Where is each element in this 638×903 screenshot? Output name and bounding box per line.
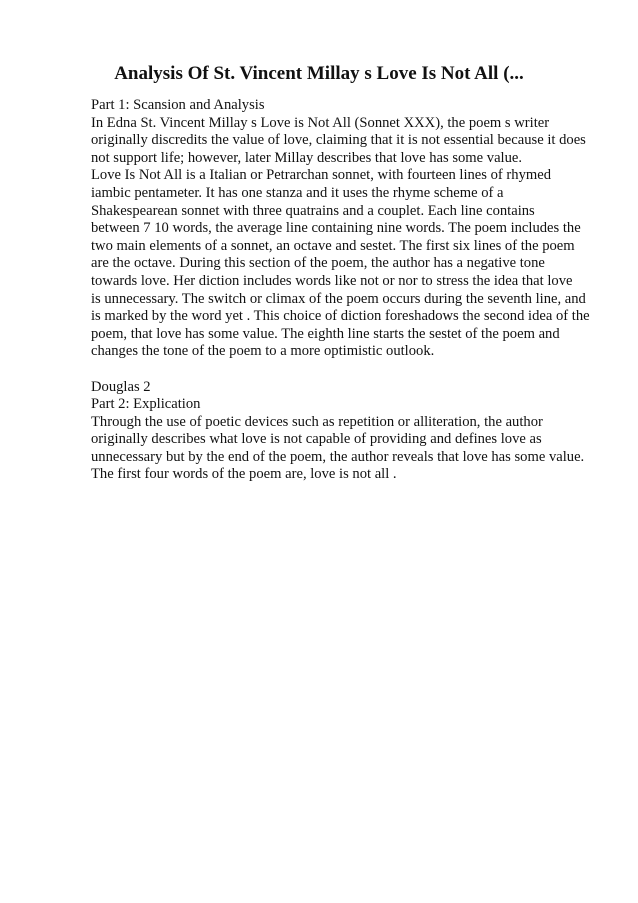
section2-heading bbox=[91, 396, 611, 414]
text-line: Shakespearean sonnet with three quatrains and a couplet. Each line contains bbox=[91, 202, 535, 219]
text-line: The first four words of the poem are, love is not all . bbox=[91, 466, 397, 483]
section1-paragraph1 bbox=[91, 115, 611, 168]
text-line: In Edna St. Vincent Millay s Love is Not All (Sonnet XXX), the poem s writer bbox=[91, 114, 550, 131]
section1-heading bbox=[91, 97, 611, 115]
document-body bbox=[91, 97, 611, 484]
section2-paragraph bbox=[91, 414, 611, 484]
text-line: changes the tone of the poem to a more optimistic outlook. bbox=[91, 343, 435, 360]
text-line: Through the use of poetic devices such as repetition or alliteration, the author bbox=[91, 413, 543, 430]
text-line: between 7 10 words, the average line containing nine words. The poem includes the bbox=[91, 220, 581, 237]
page-marker-block bbox=[91, 379, 611, 397]
text-line: is unnecessary. The switch or climax of the poem occurs during the seventh line, and bbox=[91, 290, 586, 307]
section1-paragraph2 bbox=[91, 167, 611, 361]
text-line: is marked by the word yet . This choice of diction foreshadows the second idea of the bbox=[91, 308, 590, 325]
text-line: two main elements of a sonnet, an octave and sestet. The first six lines of the poem bbox=[91, 237, 575, 254]
text-line: Love Is Not All is a Italian or Petrarchan sonnet, with fourteen lines of rhymed bbox=[91, 167, 551, 184]
page-marker: Douglas 2 bbox=[91, 378, 151, 395]
text-line: not support life; however, later Millay describes that love has some value. bbox=[91, 149, 523, 166]
section-heading: Part 1: Scansion and Analysis bbox=[91, 97, 265, 113]
text-line: poem, that love has some value. The eighth line starts the sestet of the poem and bbox=[91, 325, 560, 342]
paragraph-gap bbox=[91, 361, 611, 379]
text-line: originally describes what love is not capable of providing and defines love as bbox=[91, 431, 542, 448]
text-line: towards love. Her diction includes words like not or nor to stress the idea that love bbox=[91, 272, 573, 289]
text-line: are the octave. During this section of the poem, the author has a negative tone bbox=[91, 255, 545, 272]
text-line: originally discredits the value of love, claiming that it is not essential because it does bbox=[91, 132, 586, 149]
document-title: Analysis Of St. Vincent Millay s Love Is Not All (... bbox=[114, 63, 524, 84]
text-line: unnecessary but by the end of the poem, the author reveals that love has some value. bbox=[91, 448, 585, 465]
section-heading: Part 2: Explication bbox=[91, 396, 201, 413]
text-line: iambic pentameter. It has one stanza and it uses the rhyme scheme of a bbox=[91, 184, 504, 201]
